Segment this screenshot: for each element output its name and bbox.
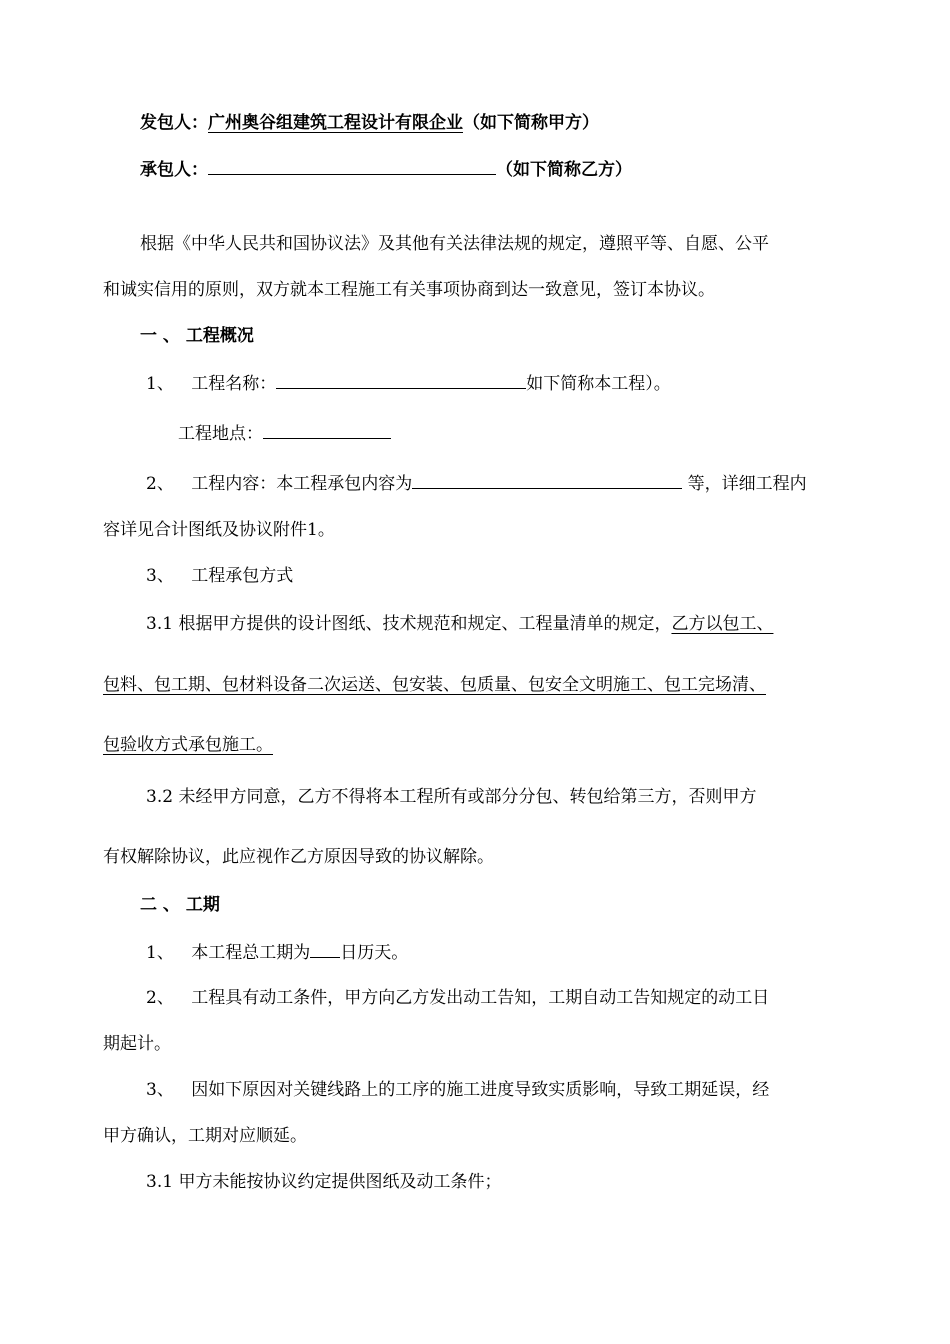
start-condition-text-1: 工程具有动工条件，甲方向乙方发出动工告知，工期自动工告知规定的动工日 <box>191 988 770 1008</box>
duration-days-blank[interactable] <box>310 939 340 958</box>
employer-name: 广州奥谷组建筑工程设计有限企业 <box>208 113 463 133</box>
start-condition-line-2: 期起计。 <box>103 1034 171 1054</box>
item-number: 2、 <box>146 474 174 494</box>
contractor-label: 承包人： <box>140 160 208 180</box>
item-number: 1、 <box>146 943 174 963</box>
employer-label: 发包人： <box>140 113 208 133</box>
project-name-suffix: 如下简称本工程）。 <box>526 374 671 394</box>
clause-3-1-underlined-1: 乙方以包工、 <box>671 614 774 634</box>
intro-line-2 <box>103 278 715 302</box>
item-number: 1、 <box>146 374 174 394</box>
duration-prefix: 本工程总工期为 <box>191 943 311 963</box>
project-name-blank[interactable] <box>276 370 526 389</box>
clause-3-1-line-3 <box>103 733 273 757</box>
contractor-alias: （如下简称乙方） <box>496 160 632 180</box>
project-content-label: 工程内容：本工程承包内容为 <box>191 474 413 494</box>
duration-line <box>146 939 408 965</box>
item-number: 3、 <box>146 566 174 586</box>
clause-3-1-underlined-3: 包验收方式承包施工。 <box>103 735 273 755</box>
project-location-label: 工程地点： <box>178 424 263 444</box>
start-condition-line-1 <box>146 986 769 1010</box>
delay-line-2: 甲方确认，工期对应顺延。 <box>103 1126 307 1146</box>
project-name-label: 工程名称： <box>191 374 277 394</box>
contractor-line <box>140 156 632 182</box>
project-content-line-2: 容详见合计图纸及协议附件1。 <box>103 520 335 540</box>
section-1-heading: 一 、 工程概况 <box>140 326 254 346</box>
intro-text-1: 根据《中华人民共和国协议法》及其他有关法律法规的规定，遵照平等、自愿、公平 <box>140 234 769 254</box>
delay-line-1 <box>146 1078 769 1102</box>
clause-3-2-text-1: 3.2 未经甲方同意，乙方不得将本工程所有或部分分包、转包给第三方，否则甲方 <box>146 787 757 807</box>
clause-3-1-underlined-2: 包料、包工期、包材料设备二次运送、包安装、包质量、包安全文明施工、包工完场清、 <box>103 675 766 695</box>
intro-text-2: 和诚实信用的原则，双方就本工程施工有关事项协商到达一致意见，签订本协议。 <box>103 280 715 300</box>
item-number: 2、 <box>146 988 174 1008</box>
clause-3-1-line-1 <box>146 612 773 636</box>
project-content-blank[interactable] <box>412 470 682 489</box>
item-number: 3、 <box>146 1080 174 1100</box>
duration-suffix: 日历天。 <box>340 943 409 963</box>
clause-3-1-line-2 <box>103 673 766 697</box>
delay-clause-3-1: 3.1 甲方未能按协议约定提供图纸及动工条件； <box>146 1172 502 1192</box>
project-name-line <box>146 370 671 396</box>
clause-3-1-text: 3.1 根据甲方提供的设计图纸、技术规范和规定、工程量清单的规定， <box>146 614 672 634</box>
intro-line-1 <box>140 232 848 256</box>
contract-method-line <box>146 564 293 588</box>
project-location-line <box>178 420 391 446</box>
employer-line <box>140 111 599 135</box>
project-location-blank[interactable] <box>263 420 391 439</box>
project-content-line <box>146 470 807 496</box>
delay-text-1: 因如下原因对关键线路上的工序的施工进度导致实质影响，导致工期延误，经 <box>191 1080 770 1100</box>
contract-method-label: 工程承包方式 <box>191 566 294 586</box>
section-2-heading: 二 、 工期 <box>140 895 220 915</box>
employer-alias: （如下简称甲方） <box>463 113 599 133</box>
project-content-suffix: 等，详细工程内 <box>682 474 807 494</box>
contractor-name-blank[interactable] <box>208 156 496 175</box>
clause-3-2-line-1 <box>146 785 848 809</box>
clause-3-2-line-2: 有权解除协议，此应视作乙方原因导致的协议解除。 <box>103 847 494 867</box>
